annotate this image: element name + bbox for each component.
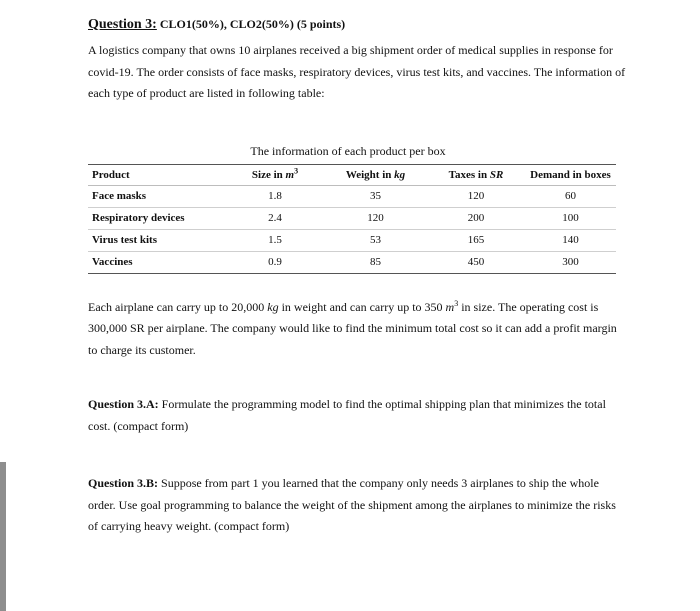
table-row [88, 207, 616, 229]
table-caption: The information of each product per box [250, 143, 446, 158]
cell-product: Virus test kits [88, 229, 226, 251]
cell-taxes: 200 [427, 207, 525, 229]
cell-product: Respiratory devices [88, 207, 226, 229]
cell-product: Vaccines [88, 251, 226, 273]
cell-demand: 300 [525, 251, 616, 273]
capacity-paragraph: Each airplane can carry up to 20,000 kg in weight and can carry up to 350 $m^3$ in size. The operating cost is 300,000 SR per airplane. The company would like to find the minimum total cost so it can add a profit margin to charge its customer. [88, 298, 617, 357]
cell-taxes: 450 [427, 251, 525, 273]
scrollbar-edge [0, 462, 6, 611]
question-title: Question 3: [88, 17, 157, 32]
cell-product: Face masks [88, 185, 226, 207]
table-row [88, 251, 616, 273]
cell-size: 1.8 [226, 185, 324, 207]
table-header-row [88, 164, 616, 185]
question-3b-text: Suppose from part 1 you learned that the company only needs 3 airplanes to ship the whole order. Use goal programming to balance the weight of the shipment among the airplanes to minimize the risks of carrying heavy weight. (compact form) [88, 476, 616, 533]
cell-demand: 100 [525, 207, 616, 229]
question-3b-label: Question 3.B: [88, 476, 159, 490]
question-heading [88, 15, 628, 34]
cell-weight: 53 [324, 229, 427, 251]
header-size: Size in $m^3$ [226, 164, 324, 185]
cell-taxes: 120 [427, 185, 525, 207]
cell-size: 0.9 [226, 251, 324, 273]
product-info-table [88, 164, 616, 274]
question-intro: A logistics company that owns 10 airplanes received a big shipment order of medical supplies in response for covid-19. The order consists of face masks, respiratory devices, virus test kits, and vaccines. The information of each type of product are listed in following table: [88, 43, 626, 100]
cell-size: 1.5 [226, 229, 324, 251]
question-3a [88, 394, 628, 437]
cell-demand: 60 [525, 185, 616, 207]
cell-weight: 120 [324, 207, 427, 229]
cell-weight: 35 [324, 185, 427, 207]
question-3a-label: Question 3.A: [88, 397, 159, 411]
header-product: Product [88, 164, 226, 185]
cell-demand: 140 [525, 229, 616, 251]
question-clo: CLO1(50%), CLO2(50%) (5 points) [159, 17, 346, 31]
header-weight: Weight in kg [324, 164, 427, 185]
document-page [88, 15, 628, 538]
cell-weight: 85 [324, 251, 427, 273]
cell-size: 2.4 [226, 207, 324, 229]
cell-taxes: 165 [427, 229, 525, 251]
table-row [88, 185, 616, 207]
header-demand: Demand in boxes [525, 164, 616, 185]
question-3b [88, 473, 628, 538]
header-taxes: Taxes in SR [427, 164, 525, 185]
question-3a-text: Formulate the programming model to find the optimal shipping plan that minimizes the total cost. (compact form) [88, 397, 606, 433]
table-row [88, 229, 616, 251]
